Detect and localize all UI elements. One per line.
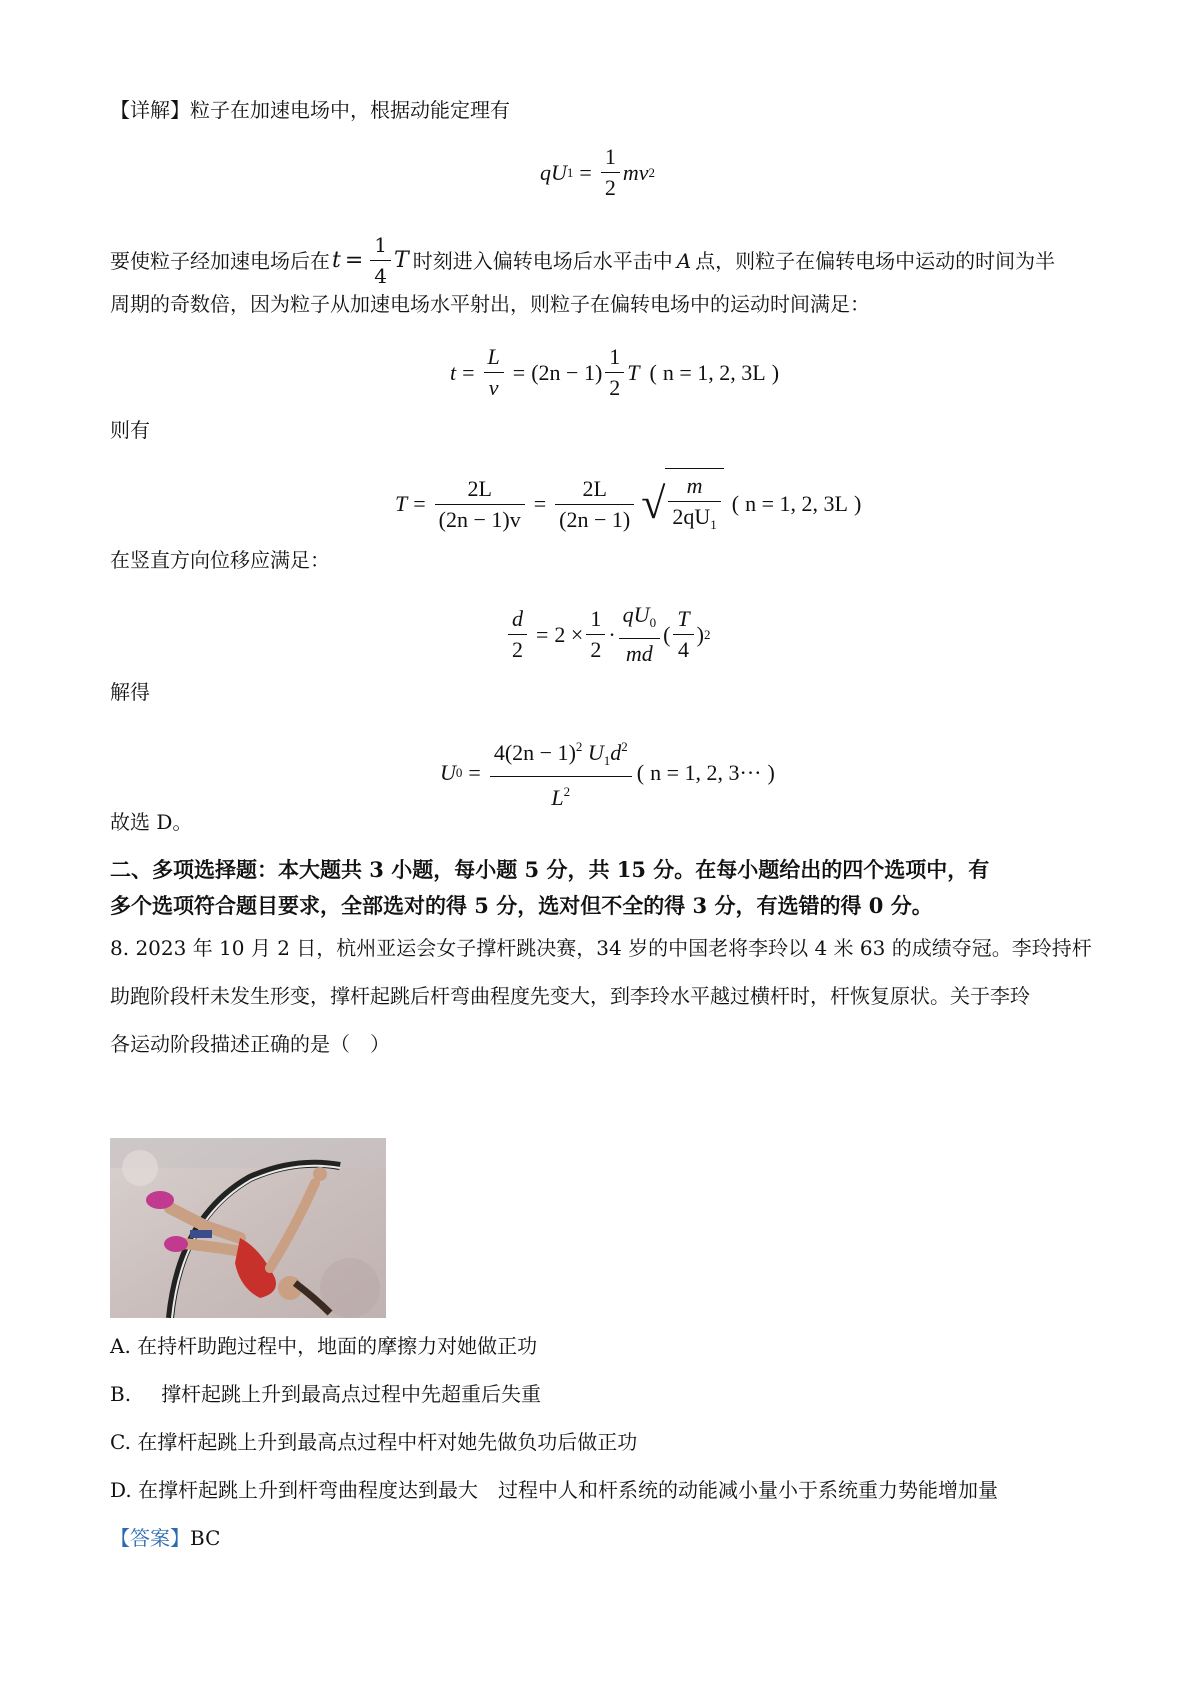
equation-displacement: $\frac{d}{2}$ = 2 × $\frac{1}{2}$ · $qU_0$ md ( T 4 ) 2 [505, 600, 710, 669]
section-heading-line-1: 二、多项选择题：本大题共 3 小题，每小题 5 分，共 15 分。在每小题给出的四个选项中，有 [110, 857, 990, 882]
pole-vault-photo-icon [110, 1138, 386, 1318]
detail-line-2: 要使粒子经加速电场后在 t = $\frac{1}{4}$ T 时刻进入偏转电场后水平击中 A 点，则粒子在偏转电场中运动的时间为半 [110, 230, 1055, 291]
question-8-line-1: 8. 2023 年 10 月 2 日，杭州亚运会女子撑杆跳决赛，34 岁的中国老将李玲以 4 米 63 的成绩夺冠。李玲持杆 [110, 936, 1092, 960]
detail-solve: 解得 [110, 680, 150, 704]
equation-period: T = $\frac{2L}{(2n - 1)v}$ = $\frac{2L}{(2n - 1)}$ √ $\frac{m}{2qU_1}$ ( n = 1, 2, 3L ) [395, 468, 861, 540]
option-c: C. 在撑杆起跳上升到最高点过程中杆对她先做负功后做正功 [110, 1430, 638, 1454]
detail-intro-text: 粒子在加速电场中，根据动能定理有 [190, 98, 510, 122]
detail-line-3: 周期的奇数倍，因为粒子从加速电场水平射出，则粒子在偏转电场中的运动时间满足： [110, 292, 870, 316]
question-8-line-3: 各运动阶段描述正确的是（ ） [110, 1032, 390, 1056]
section-heading-line-2: 多个选项符合题目要求，全部选对的得 5 分，选对但不全的得 3 分，有选错的得 0 分。 [110, 893, 933, 918]
equation-time: t = $\frac{L}{v}$ = (2n − 1) 1 2 T ( n = 1, 2, 3L ) [450, 344, 780, 400]
option-a: A. 在持杆助跑过程中，地面的摩擦力对她做正功 [110, 1334, 538, 1358]
detail-vertical: 在竖直方向位移应满足： [110, 548, 330, 572]
option-d: D. 在撑杆起跳上升到杆弯曲程度达到最大 过程中人和杆系统的动能减小量小于系统重力势能增加量 [110, 1478, 999, 1502]
detail-tag: 【详解】 [110, 98, 190, 122]
question-8-line-2: 助跑阶段杆未发生形变，撑杆起跳后杆弯曲程度先变大，到李玲水平越过横杆时，杆恢复原状。关于李玲 [110, 984, 1030, 1008]
detail-conclusion: 故选 D。 [110, 810, 193, 834]
answer-value: BC [190, 1526, 221, 1550]
equation-result: U 0 = $\frac{4(2n - 1)^2 U_1d^2}{L^2}$ ( n = 1, 2, 3··· ) [440, 732, 775, 813]
detail-then: 则有 [110, 418, 150, 442]
option-b: B. 撑杆起跳上升到最高点过程中先超重后失重 [110, 1382, 542, 1406]
answer-line [110, 1522, 220, 1551]
pole-vault-photo [110, 1138, 386, 1318]
answer-tag: 【答案】 [110, 1526, 190, 1550]
equation-kinetic-energy: qU 1 = $\frac{1}{2}$ mv 2 [540, 144, 655, 200]
detail-intro [110, 96, 510, 124]
